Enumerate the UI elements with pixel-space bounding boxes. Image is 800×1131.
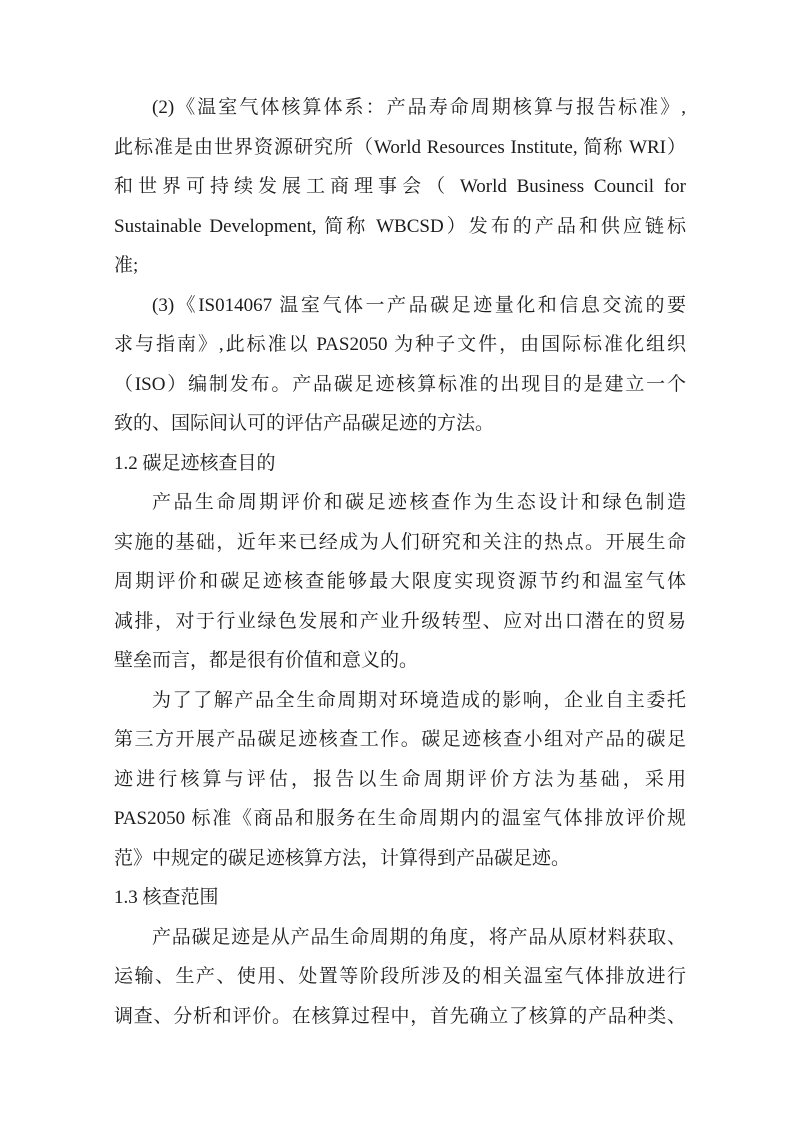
text-line: 实施的基础，近年来已经成为人们研究和关注的热点。开展生命	[114, 531, 686, 553]
text-line: (2)《温室气体核算体系：产品寿命周期核算与报告标准》,	[152, 97, 686, 118]
text-line: （ISO）编制发布。产品碳足迹核算标准的出现目的是建立一个	[114, 373, 686, 395]
text-line: 准;	[114, 255, 139, 276]
section-heading-1-3: 1.3 核查范围	[114, 887, 219, 908]
text-line: 产品碳足迹是从产品生命周期的角度，将产品从原材料获取、	[152, 926, 686, 948]
text-line: 调查、分析和评价。在核算过程中，首先确立了核算的产品种类、	[114, 1005, 686, 1027]
text-line: 产品生命周期评价和碳足迹核查作为生态设计和绿色制造	[152, 492, 686, 513]
text-line: 周期评价和碳足迹核查能够最大限度实现资源节约和温室气体	[114, 571, 686, 592]
text-line: 运输、生产、使用、处置等阶段所涉及的相关温室气体排放进行	[114, 966, 686, 987]
text-line: (3)《IS014067 温室气体一产品碳足迹量化和信息交流的要	[152, 294, 686, 316]
text-line: 迹进行核算与评估，报告以生命周期评价方法为基础，采用	[114, 768, 686, 790]
document-text-block	[114, 88, 686, 1036]
text-line: 范》中规定的碳足迹核算方法，计算得到产品碳足迹。	[114, 847, 571, 869]
text-line: 致的、国际间认可的评估产品碳足迹的方法。	[114, 413, 495, 434]
text-line: PAS2050 标准《商品和服务在生命周期内的温室气体排放评价规	[114, 808, 686, 829]
text-line: 为了了解产品全生命周期对环境造成的影响，企业自主委托	[152, 689, 686, 711]
text-line: 此标准是由世界资源研究所（World Resources Institute, 简称 WRI）	[114, 136, 686, 158]
text-line: Sustainable Development, 简称 WBCSD）发布的产品和供应链标	[114, 215, 686, 237]
text-line: 壁垒而言，都是很有价值和意义的。	[114, 650, 419, 671]
section-heading-1-2: 1.2 碳足迹核查目的	[114, 452, 276, 474]
text-line: 和世界可持续发展工商理事会（ World Business Council for	[114, 176, 686, 197]
text-line: 减排，对于行业绿色发展和产业升级转型、应对出口潜在的贸易	[114, 610, 686, 632]
text-line: 第三方开展产品碳足迹核查工作。碳足迹核查小组对产品的碳足	[114, 729, 686, 750]
text-line: 求与指南》,此标准以 PAS2050 为种子文件，由国际标准化组织	[114, 334, 686, 355]
